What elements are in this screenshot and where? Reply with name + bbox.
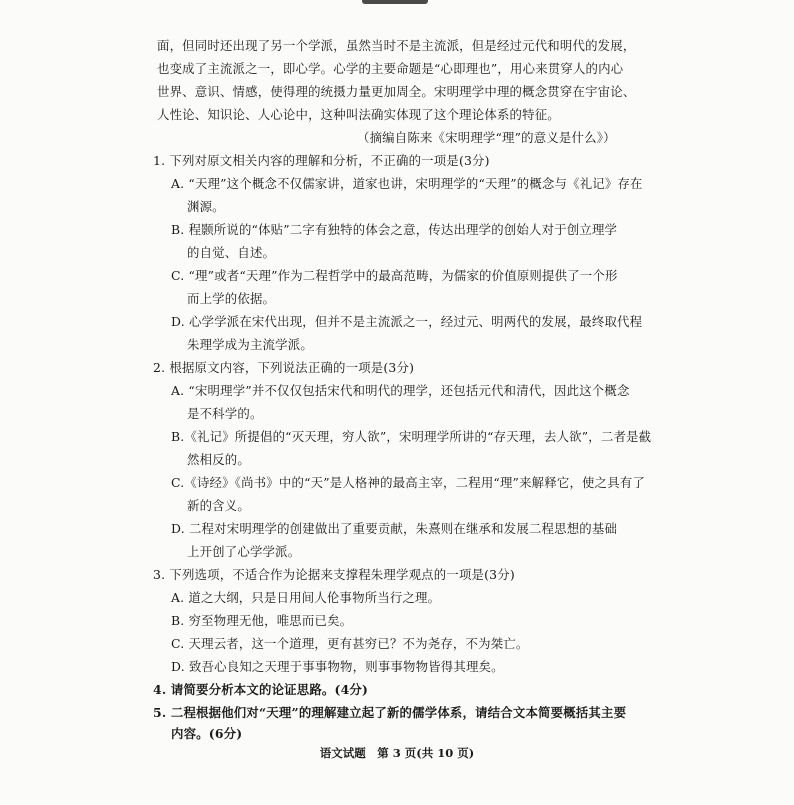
passage-line-2: 也变成了主流派之一，即心学。心学的主要命题是“心即理也”，用心来贯穿人的内心 bbox=[157, 61, 624, 76]
question-2-option-c: C.《诗经》《尚书》中的“天”是人格神的最高主宰，二程用“理”来解释它，使之具有了 bbox=[171, 475, 645, 490]
question-1-option-b-cont: 的自觉、自述。 bbox=[187, 245, 276, 260]
passage-line-3: 世界、意识、情感，使得理的统摄力量更加周全。宋明理学中理的概念贯穿在宇宙论、 bbox=[157, 84, 636, 99]
passage-line-4: 人性论、知识论、人心论中，这种叫法确实体现了这个理论体系的特征。 bbox=[157, 107, 560, 122]
question-3-option-b: B. 穷至物理无他，唯思而已矣。 bbox=[171, 613, 353, 628]
question-2-option-b-cont: 然相反的。 bbox=[187, 452, 250, 467]
question-1-option-d-cont: 朱理学成为主流学派。 bbox=[187, 337, 313, 352]
question-2-option-d: D. 二程对宋明理学的创建做出了重要贡献，朱熹则在继承和发展二程思想的基础 bbox=[171, 521, 618, 536]
question-2-option-a: A. “宋明理学”并不仅仅包括宋代和明代的理学，还包括元代和清代，因此这个概念 bbox=[171, 383, 630, 398]
question-1-option-b: B. 程颢所说的“体贴”二字有独特的体会之意，传达出理学的创始人对于创立理学 bbox=[171, 222, 618, 237]
question-2-option-d-cont: 上开创了心学学派。 bbox=[187, 544, 301, 559]
question-1-option-a-cont: 渊源。 bbox=[187, 199, 225, 214]
question-3-option-c: C. 天理云者，这一个道理，更有甚穷已？不为尧存，不为桀亡。 bbox=[171, 636, 529, 651]
question-2-stem: 2. 根据原文内容，下列说法正确的一项是(3分) bbox=[153, 360, 415, 375]
question-1-option-d: D. 心学学派在宋代出现，但并不是主流派之一，经过元、明两代的发展，最终取代程 bbox=[171, 314, 643, 329]
question-5-stem: 5. 二程根据他们对“天理”的理解建立起了新的儒学体系，请结合文本简要概括其主要 bbox=[153, 705, 627, 720]
page-footer: 语文试题 第 3 页(共 10 页) bbox=[319, 746, 475, 760]
question-3-stem: 3. 下列选项，不适合作为论据来支撑程朱理学观点的一项是(3分) bbox=[153, 567, 515, 582]
question-2-option-a-cont: 是不科学的。 bbox=[187, 406, 263, 421]
question-1-stem: 1. 下列对原文相关内容的理解和分析，不正确的一项是(3分) bbox=[153, 153, 490, 168]
question-2-option-b: B.《礼记》所提倡的“灭天理，穷人欲”，宋明理学所讲的“存天理，去人欲”，二者是截 bbox=[171, 429, 652, 444]
question-1-option-a: A. “天理”这个概念不仅儒家讲，道家也讲，宋明理学的“天理”的概念与《礼记》存在 bbox=[171, 176, 643, 191]
question-1-option-c-cont: 而上学的依据。 bbox=[187, 291, 276, 306]
question-3-option-d: D. 致吾心良知之天理于事事物物，则事事物物皆得其理矣。 bbox=[171, 659, 504, 674]
question-4-stem: 4. 请简要分析本文的论证思路。(4分) bbox=[153, 682, 369, 697]
passage-source: （摘编自陈来《宋明理学“理”的意义是什么》） bbox=[357, 130, 616, 145]
question-3-option-a: A. 道之大纲，只是日用间人伦事物所当行之理。 bbox=[171, 590, 441, 605]
question-2-option-c-cont: 新的含义。 bbox=[187, 498, 250, 513]
question-5-stem-cont: 内容。(6分) bbox=[171, 726, 243, 741]
passage-line-1: 面，但同时还出现了另一个学派，虽然当时不是主流派，但是经过元代和明代的发展， bbox=[157, 38, 636, 53]
question-1-option-c: C. “理”或者“天理”作为二程哲学中的最高范畴，为儒家的价值原则提供了一个形 bbox=[171, 268, 618, 283]
